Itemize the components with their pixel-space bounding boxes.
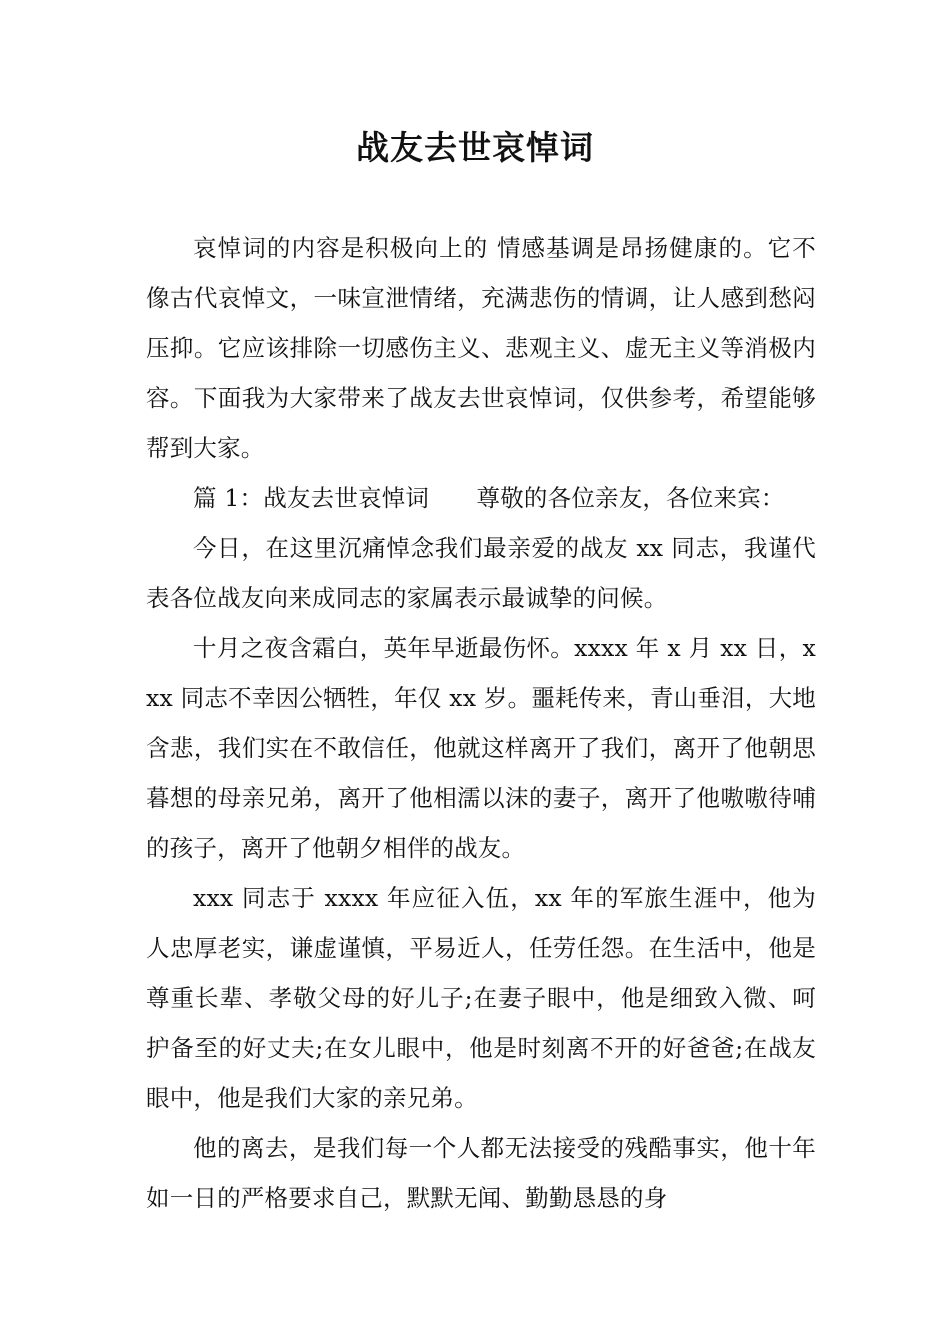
document-body <box>146 223 816 1223</box>
paragraph-news: 十月之夜含霜白，英年早逝最伤怀。xxxx 年 x 月 xx 日，xxx 同志不幸因公牺牲，年仅 xx 岁。噩耗传来，青山垂泪，大地含悲，我们实在不敢信任，他就这样离开了我们，离开了他朝思暮想的母亲兄弟，离开了他相濡以沫的妻子，离开了他嗷嗷待哺的孩子，离开了他朝夕相伴的战友。 <box>146 634 816 862</box>
paragraph-intro: 哀悼词的内容是积极向上的 情感基调是昂扬健康的。它不像古代哀悼文，一味宣泄情绪，充满悲伤的情调，让人感到愁闷压抑。它应该排除一切感伤主义、悲观主义、虚无主义等消极内容。下面我为大家带来了战友去世哀悼词，仅供参考，希望能够帮到大家。 <box>146 234 816 462</box>
paragraph-salutation: 篇 1：战友去世哀悼词 尊敬的各位亲友，各位来宾： <box>193 484 785 512</box>
paragraph-opening: 今日，在这里沉痛悼念我们最亲爱的战友 xx 同志，我谨代表各位战友向来成同志的家属表示最诚挚的问候。 <box>146 534 816 612</box>
paragraph-tribute: 他的离去，是我们每一个人都无法接受的残酷事实，他十年如一日的严格要求自己，默默无闻、勤勤恳恳的身 <box>146 1134 816 1212</box>
paragraph-biography: xxx 同志于 xxxx 年应征入伍，xx 年的军旅生涯中，他为人忠厚老实，谦虚谨慎，平易近人，任劳任怨。在生活中，他是尊重长辈、孝敬父母的好儿子;在妻子眼中，他是细致入微、呵护备至的好丈夫;在女儿眼中，他是时刻离不开的好爸爸;在战友眼中，他是我们大家的亲兄弟。 <box>146 884 816 1112</box>
page-title: 战友去世哀悼词 <box>356 128 594 167</box>
